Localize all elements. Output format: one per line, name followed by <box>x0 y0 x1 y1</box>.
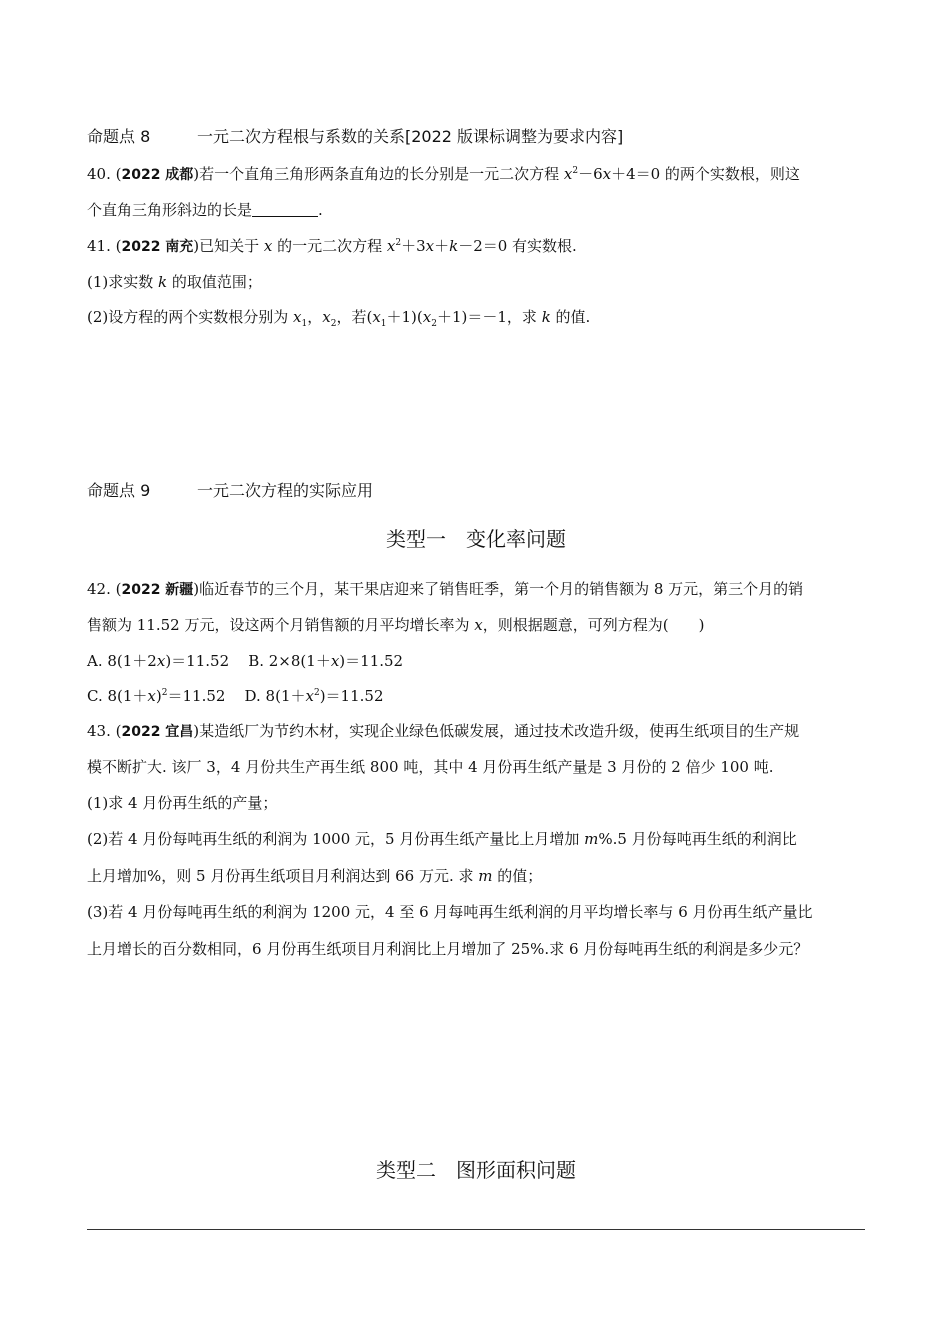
source-region: 新疆 <box>165 582 194 598</box>
question-40-line-2: 个直角三角形斜边的长是 . <box>87 201 323 219</box>
section-title: 一元二次方程的实际应用 <box>197 481 374 500</box>
section-heading-8 <box>87 127 623 147</box>
question-43-part-3-line-1: (3)若 4 月份每吨再生纸的利润为 1200 元，4 至 6 月每吨再生纸利润的月平均增长率与 6 月份再生纸产量比 <box>87 903 813 921</box>
question-41-part-1: (1)求实数 k 的取值范围； <box>87 273 262 291</box>
type-two-title: 类型二 图形面积问题 <box>376 1158 576 1182</box>
question-43-line-1: 43. (2022 宜昌)某造纸厂为节约木材，实现企业绿色低碳发展，通过技术改造升级，使再生纸项目的生产规 <box>87 722 800 740</box>
option-c: C. $8(1+x)^2=11.52$ <box>87 687 226 705</box>
section-number: 命题点 9 <box>87 481 151 500</box>
question-42-options-ab <box>87 651 403 671</box>
section-heading-9 <box>87 481 373 501</box>
section-number: 命题点 8 <box>87 127 151 146</box>
option-b: B. 2×8(1＋x)＝11.52 <box>248 652 404 670</box>
answer-blank <box>252 202 318 217</box>
source-region: 宜昌 <box>165 724 194 740</box>
question-41-line-1: 41. (2022 南充)已知关于 x 的一元二次方程 $x^2+3x+k-2=0$ 有实数根. <box>87 237 577 255</box>
question-41-part-2: (2)设方程的两个实数根分别为 $x_1$，$x_2$，若$(x_1+1)(x_2+1)=-1$，求 k 的值. <box>87 308 591 329</box>
question-40-line-1: 40. (2022 成都)若一个直角三角形两条直角边的长分别是一元二次方程 $x^2-6x+4=0$ 的两个实数根，则这 <box>87 165 800 183</box>
source-region: 南充 <box>165 239 194 255</box>
type-one-title: 类型一 变化率问题 <box>386 527 566 551</box>
question-43-line-2: 模不断扩大. 该厂 3，4 月份共生产再生纸 800 吨，其中 4 月份再生纸产量是 3 月份的 2 倍少 100 吨. <box>87 758 774 776</box>
option-d: D. $8(1+x^2)=11.52$ <box>244 687 384 705</box>
question-42-options-cd <box>87 686 383 706</box>
section-title: 一元二次方程根与系数的关系[2022 版课标调整为要求内容] <box>197 127 624 146</box>
question-43-part-2-line-2: 上月增加%，则 5 月份再生纸项目月利润达到 66 万元. 求 m 的值； <box>87 867 543 885</box>
question-43-part-2-line-1: (2)若 4 月份每吨再生纸的利润为 1000 元，5 月份再生纸产量比上月增加 m%.5 月份每吨再生纸的利润比 <box>87 830 797 848</box>
option-a: A. 8(1＋2x)＝11.52 <box>87 652 230 670</box>
question-42-line-2: 售额为 11.52 万元，设这两个月销售额的月平均增长率为 x，则根据题意，可列方程为( ) <box>87 616 705 634</box>
question-43-part-1: (1)求 4 月份再生纸的产量； <box>87 794 278 812</box>
source-region: 成都 <box>165 167 194 183</box>
question-43-part-3-line-2: 上月增长的百分数相同，6 月份再生纸项目月利润比上月增加了 25%.求 6 月份每吨再生纸的利润是多少元？ <box>87 940 809 958</box>
document-page <box>87 0 865 1344</box>
question-42-line-1: 42. (2022 新疆)临近春节的三个月，某干果店迎来了销售旺季，第一个月的销售额为 8 万元，第三个月的销 <box>87 580 804 598</box>
page-bottom-rule <box>87 1229 865 1230</box>
